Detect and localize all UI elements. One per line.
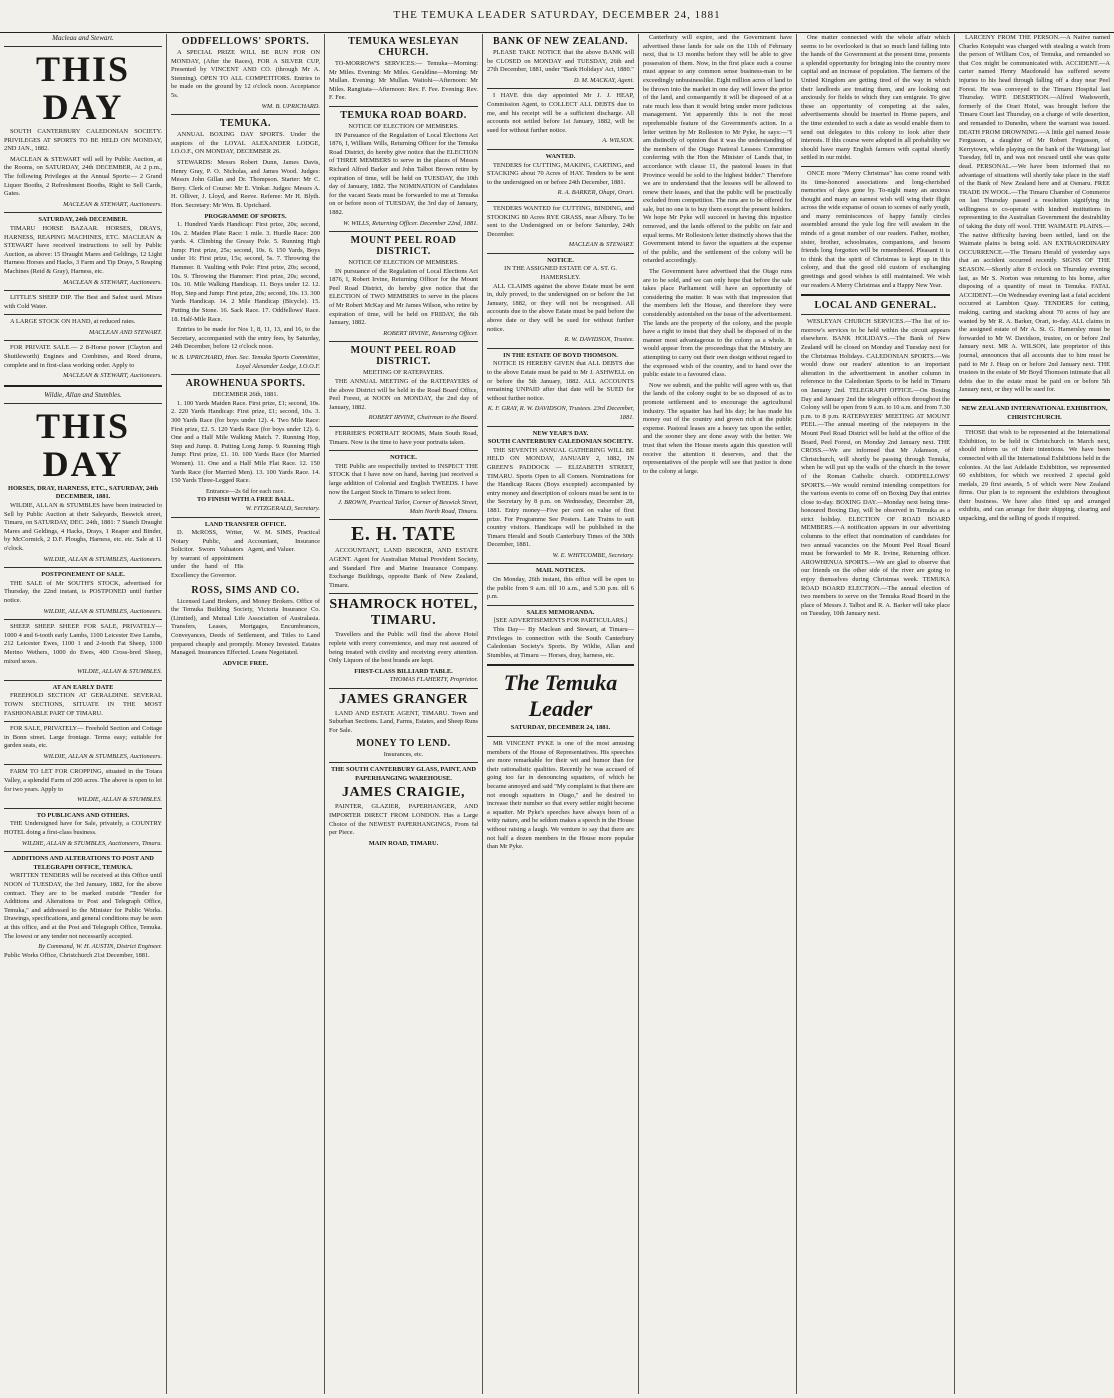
signature: D. M. MACKAY, Agent. (573, 76, 634, 84)
ad-heading: TEMUKA. (220, 118, 271, 130)
ad-note: FIRST-CLASS BILLIARD TABLE. (354, 667, 453, 675)
ad-heading: WANTED. (545, 152, 576, 160)
signature: MACLEAN AND STEWART. (89, 328, 162, 336)
signature: W. FITZGERALD, Secretary. (245, 504, 320, 512)
advertisement: STEWARDS: Messrs Robert Dunn, James Davis, Henry Gray, P. O. Nicholas, and James Wood. Judges: Messrs John Gillan and Dr. Thompson. Starter: Mr C. Berry. Clerk of Course: Mr E. Vinkar. Judges: Messrs A. H. Olliver, J. Lloyd, and Reeve. Referee: Mr H. Blyth. Hon. Secretary: Mr Wm. B. Uprichard. (171, 158, 320, 209)
ad-heading: BANK OF NEW ZEALAND. (492, 36, 628, 47)
signature: WILDIE, ALLAN & STUMBLES, Auctioneers. (43, 607, 162, 615)
programme: 1. Hundred Yards Handicap: First prize, 20s; second, 10s. 2. Maiden Plate Race: 1 mile. 3. Hurdle Race: 200 yards. 4. Climbing the Greasy Pole. 5. Running High Jump: First prize, 25s; second, 10s. 6. 150 Yards, Boys under 16: First prize, 15s; second, 5s. 7. Throwing the Hammer. 8. Vaulting with Pole: First prize, 20s; second, 10s. 9. Throwing the Hammer: First prize, 20s; second, 10s. 10. Mile Walking Handicap. 11. Boys under 12. 12. Hop, Step and Jump: First prize, 20s; second, 10s. 13. 300 Yards Handicap. 14. 2 Mile Handicap (Bicycle). 15. Putting the Stone. 16. Sack Race. 17. Oddfellows' Race. 18. Half-Mile Race. (171, 221, 320, 323)
ad-heading: SATURDAY, 24th DECEMBER. (38, 216, 128, 224)
advertisement: SOUTH CANTERBURY CALEDONIAN SOCIETY. PRIVILEGES AT SPORTS TO BE HELD ON MONDAY, 2ND JAN., 1882. (4, 128, 162, 153)
advertisement: Licensed Land Brokers, and Money Brokers. Office of the Temuka Building Society, Victoria Insurance Co. (Limited), and Mutual Life Association of Australasia. Transfers, Leases, Mortgages, Encumbrances, Conveyances, Deeds of Settlement, and Titles to Land prepared cheaply and promptly. Money Invested. Estates Managed. Insurances Effected. Loans Negotiated. (171, 597, 320, 657)
ad-heading: JAMES CRAIGIE, (342, 785, 465, 801)
signature: R. A. BARKER, Ohapi, Orari. (557, 189, 634, 197)
ad-heading: AROWHENUA SPORTS. (185, 378, 306, 390)
signature: WILDIE, ALLAN & STUMBLES. (77, 668, 162, 676)
advertisement: W. M. SIMS, Practical Accountant, Insurance Agent, and Valuer. (247, 529, 320, 554)
signature: MACLEAN & STEWART, Auctioneers. (63, 200, 162, 208)
advertisement: THE Undersigned have for Sale, privately, a COUNTRY HOTEL doing a first-class business. (4, 820, 162, 837)
signature: WILDIE, ALLAN & STUMBLES, Auctioneers, Timaru. (21, 839, 162, 847)
column-6 (796, 34, 954, 1394)
advertisement: THE ANNUAL MEETING of the RATEPAYERS of the above District will be held in the Road Board Office, Peel Forest, at NOON on MONDAY, the 2nd day of January, 1882. (329, 378, 478, 411)
editorial-article: Canterbury will expire, and the Government have advertised these lands for sale on the 11th of February next, that is 13 months before they will be able to give possession of them. Now, in the first place such a course must appear to any common sense business-man to be exceedingly unbusinesslike. Eight million acres of land to be thrown into the market in one day will lower the price of the land, and consequently it will be disposed of at a rate much less than it would bring under more judicious management. Yet apparently this is not the most reprehensible feature of the Government's action. In a letter written by Mr Rolleston to Mr Pyke, he says:—"I am distinctly of opinion that it was the understanding of the members of the Otago Pastoral Lessees Committee conferring with the Hon the Minister of Lands that, in accordance with clause 11, the pastoral leases in that Province would be sold to the highest bidder." Therefore we are to understand that the lessees will be allowed to renew their leases, and that the public will be practically excluded from competition. The runs are to be offered for sale, but no one is to buy them except the present holders. We hope Mr Pyke will succeed in having this injustice removed, and the lands offered to the public on fair and equal terms. Mr Rolleston's letter distinctly shows that the Government intend to favor the squatters at the expense of the public, and the settlement of the colony will be retarded accordingly. (643, 34, 792, 265)
advertisement: MACLEAN & STEWART will sell by Public Auction, at the Rooms, on SATURDAY, 24th DECEMBER, At 2 p.m., The following Privileges at the Annual Sports:— 2 Grand Liquor Booths, 2 Refreshment Booths, Right to Sell Cards, Gates. (4, 155, 162, 198)
column-1 (0, 34, 166, 1394)
advertisement: On Monday, 26th instant, this office will be open to the public from 9 a.m. till 10 a.m., and 5.30 p.m. till 6 p.m. (487, 576, 634, 601)
editorial-article: The Government have advertised that the Otago runs are to be sold, and we can only hope that before the sale takes place Parliament will have an opportunity of considering the matter. It was with that impression that the members left the House, and therefore they were considerably astonished on the issue of the advertisement. The lands are the property of the colony, and the people have a right to insist that they shall be disposed of in the manner most advantageous to the colony as a whole. It would appear from the proceedings that the Ministry are attempting to carry out their own design without regard to the expressed wish of the country, and to hand over the public estate to a favoured class. (643, 268, 792, 379)
editorial-article: MR VINCENT PYKE is one of the most amusing members of the House of Representatives. His speeches are more remarkable for their wit and humor than for their rationalistic qualities. Recently he was accused of going too far in denouncing squatters, of which he became annoyed and said "My complaint is that there are not enough squatters in Otago," and he desired to increase their number so that every settler might become a squatter. Mr Pyke's speeches have always been of a witty nature, and he seldom makes a speech in the House without raising a laugh. We venture to say that there are not half a dozen members in the House more popular than Mr Pyke. (487, 740, 634, 851)
ad-note: TO FINISH WITH A FREE BALL. (196, 496, 295, 504)
ad-subheading: IN THE ASSIGNED ESTATE OF A. ST. G. HAMERSLEY. (504, 265, 617, 282)
local-news: WESLEYAN CHURCH SERVICES.—The list of to-morrow's services to be held within the circuit appears elsewhere. BANK HOLIDAYS.—The Bank of New Zealand will be closed on Monday and Tuesday next for the Christmas Holidays. CALEDONIAN SPORTS.—We would draw our readers' attention to an important alteration in the advertisement in another column in reference to the Caledonian Sports to be held in Timaru on January 2nd. TELEGRAPH OFFICE.—On Boxing Day and January 2nd the telegraph offices throughout the Colony will be open from 9 a.m. to 10 a.m. and from 7.30 p.m. to 8 p.m. RATEPAYERS' MEETING AT MOUNT PEEL.—The annual meeting of the ratepayers in the Mount Peel Road District will be held at the office of the Board, Peel Forest, on Monday 2nd January next. THE CROSS.—We are informed that Mr Adamson, of Christchurch, will shortly be passing through Temuka, when he will put up the walls of the church in the tower of the Roman Catholic church. ODDFELLOWS' SPORTS.—We would remind intending competitors for the various events to come off on Boxing Day that entries close to-day. BOXING DAY.—Monday next being time-honoured Boxing Day, will be observed in Temuka as a strict holiday. ELECTION OF ROAD BOARD MEMBERS.—A notification appears in our advertising columns to the effect that nomination of candidates for two annual vacancies on the Mount Peel Road Board must be forwarded to Mr R. Irvine, Returning officer. AROWHENUA SPORTS.—We are glad to observe that our friends on the other side of the river are going to enjoy themselves during Christmas week. TEMUKA ROAD BOARD ELECTION.—The annual election of two members to serve on the Temuka Road Board in the place of Messrs J. Talbot and R. A. Barker will take place on Tuesday, 10th January next. (801, 318, 950, 618)
leader-date: SATURDAY, DECEMBER 24, 1881. (510, 724, 611, 732)
ad-note: Insurances, etc. (383, 750, 424, 758)
advertisement: I HAVE this day appointed Mr J. J. HEAP, Commission Agent, to COLLECT ALL DEBTS due to me, and his receipt will be a sufficient discharge. All accounts not settled before 1st January, 1882, will be sued for without further notice. (487, 92, 634, 134)
ad-subheading: [SEE ADVERTISEMENTS FOR PARTICULARS.] (493, 617, 628, 625)
ad-heading: NEW YEAR'S DAY. (532, 429, 589, 437)
ad-heading: TEMUKA ROAD BOARD. (340, 109, 467, 121)
advertisement: FOR PRIVATE SALE.— 2 8-Horse power (Clayton and Shuttleworth) Engines and Combines, and Reed drums, complete and in first-class working order. Apply to (4, 344, 162, 369)
signature: A. WILSON. (602, 137, 634, 145)
ad-heading: LAND TRANSFER OFFICE. (204, 520, 287, 528)
advertisement: D. McROSS, Writer, Notary Public, and Solicitor. Sworn Valuators by warrant of appointment under the hand of His Excellency the Governor. (171, 529, 244, 580)
advertisement: IN Pursuance of the Regulation of Local Elections Act 1876, I, William Wills, Returning Officer for the Temuka Road District, do hereby give notice that the ELECTION of THREE MEMBERS to serve in the places of Messrs Richard Alfred Barker and John Talbot Brown retire by expiration of time, will be held on TUESDAY, the 10th day of January, 1882. The NOMINATION of Candidates for the vacant Seats must be forwarded to me at Temuka on or before noon of TUESDAY, the 3rd day of January, 1882. (329, 131, 478, 216)
column-2 (166, 34, 324, 1394)
this-day-heading: THIS DAY (35, 405, 131, 484)
ad-heading: NOTICE. (547, 256, 574, 264)
advertisement: ANNUAL BOXING DAY SPORTS. Under the auspices of the LOYAL ALEXANDER LODGE, I.O.O.F., ON MONDAY, DECEMBER 26. (171, 131, 320, 156)
advertisement: TIMARU HORSE BAZAAR. HORSES, DRAYS, HARNESS, REAPING MACHINES, ETC. MACLEAN & STEWART have received instructions to sell by Public Auction, as above: 15 Draught Mares and Geldings, 12 Light Harness Horses and Hacks, 3 Farm and Tip Drays, 5 Reaping Machines (Reid & Gray), Harness, etc. (4, 224, 162, 275)
ad-heading: E. H. TATE (350, 523, 457, 546)
signature: WILDIE, ALLAN & STUMBLES. (77, 796, 162, 804)
this-day-heading: THIS DAY (35, 49, 131, 127)
ad-subheading: NOTICE OF ELECTION OF MEMBERS. (348, 259, 459, 267)
advertisement: NOTICE IS HEREBY GIVEN that ALL DEBTS due to the above Estate must be paid to Mr J. ASHWELL on or before the 5th January, 1882. ALL ACCOUNTS remaining UNPAID after that date will be SUED for without further notice. (487, 360, 634, 402)
column-3 (324, 34, 482, 1394)
signature: WM. B. UPRICHARD. (261, 102, 320, 110)
advertisement: PAINTER, GLAZIER, PAPERHANGER, AND IMPORTER DIRECT FROM LONDON. Has a Large Choice of the NEWEST PAPERHANGINGS, From 6d per Piece. (329, 803, 478, 837)
signature: MACLEAN & STEWART, Auctioneers. (63, 372, 162, 380)
signature: W. E. WHITCOMBE, Secretary. (552, 551, 634, 559)
ad-heading: ODDFELLOWS' SPORTS. (181, 36, 310, 47)
ad-heading: ADDITIONS AND ALTERATIONS TO POST AND TELEGRAPH OFFICE, TEMUKA. (12, 855, 154, 871)
signature: ROBERT IRVINE, Chairman to the Board. (368, 414, 478, 422)
advertisement: TENDERS WANTED for CUTTING, BINDING, and STOOKING 80 Acres RYE GRASS, near Albury. To be sent to the Undersigned on or before Saturday, 24th December. (487, 204, 634, 238)
advertisement: A LARGE STOCK ON HAND, at reduced rates. (10, 318, 136, 326)
signature: R. W. DAVIDSON, Trustee. (564, 336, 634, 344)
advertisement: IN pursuance of the Regulation of Local Elections Act 1876, I, Robert Irvine, Returning Officer for the Mount Peel Road District, do hereby give notice that the ELECTION of TWO MEMBERS to serve in the places of Mr Robert McKay and Mr James Wilson, who retire by expiration of time, will be held on FRIDAY, the 6th January, 1882. (329, 267, 478, 327)
advertisement: THE SALE of Mr SOUTH'S STOCK, advertised for Thursday, the 22nd instant, is POSTPONED until further notice. (4, 579, 162, 604)
editorial-article: One matter connected with the whole affair which seems to be overlooked is that so much land falling into the hands of the Government at the present time, presents a splendid opportunity for bringing into the country more capital and an increase of population. The farmers of the United Kingdom are getting tired of the way in which their landlords are treating them, and are looking out anxiously for fields to which they can emigrate. To give these an opportunity of competing at the sales, advertisements should be inserted in Home papers, and the time extended to such a date as would enable them to send out delegates to this colony to look after their interests. If this course were adopted in all probability we should have many English farmers with capital shortly settled in our midst. (801, 34, 950, 162)
firm-heading: Macleau and Stewart. (52, 34, 114, 42)
column-4 (482, 34, 638, 1394)
ad-heading: PROGRAMME OF SPORTS. (204, 212, 287, 220)
ad-subheading: MEETING OF RATEPAYERS. (362, 369, 445, 377)
ad-heading: MOUNT PEEL ROAD DISTRICT. (350, 235, 457, 258)
ad-heading: AT AN EARLY DATE (52, 683, 114, 691)
firm-heading: Wildie, Allan and Stumbles. (44, 390, 122, 399)
signature: By Command, W. H. AUSTIN, District Engineer. (38, 943, 162, 951)
ad-note: Entrance—2s 6d for each race. (206, 487, 285, 495)
advertisement: LITTLE'S SHEEP DIP. The Best and Safest used. Mixes with Cold Water. (4, 294, 162, 310)
advertisement: WRITTEN TENDERS will be received at this Office until NOON of TUESDAY, the 3rd January, 1882, for the above contract. They are to be marked outside "Tender for Additions and Alterations to Post and Telegraph Office, Temuka," and addressed to the Minister for Public Works. Drawings, specifications, and general conditions may be seen at this office, and at the Post and Telegraph Office, Temuka. The lowest or any tender not necessarily accepted. (4, 872, 162, 940)
ad-heading: HORSES, DRAY, HARNESS, ETC., SATURDAY, 24th DECEMBER, 1881. (7, 484, 159, 501)
advertisement: Travellers and the Public will find the above Hotel replete with every convenience, and may rest assured of being treated with civility and receiving every attention. Only Liquors of the best brands are kept. (329, 631, 478, 665)
advertisement: THE Public are respectfully invited to INSPECT THE STOCK that I have now on hand, having just received a large addition of Colonial and English TWEEDS. I have now the Largest Stock in Timaru to select from. (329, 462, 478, 496)
advertisement: LAND AND ESTATE AGENT, TIMARU. Town and Suburban Sections. Land, Farms, Estates, and Sheep Runs For Sale. (329, 709, 478, 735)
ad-heading: NOTICE. (390, 454, 417, 462)
ad-note: ADVICE FREE. (222, 659, 269, 667)
advertisement: WILDIE, ALLAN & STUMBLES have been instructed to Sell by Public Auction at their Saleyards, Beswick street, Timaru, on SATURDAY, DEC. 24th, 1881: 7 Stanch Draught Mares and Geldings, 4 Hacks, Drays, 1 Reaper and Binder, by McCormick, 2 D.F. Ploughs, Harness, etc. etc. Sale at 11 o'clock. (4, 502, 162, 552)
ad-heading: IN THE ESTATE OF BOYD THOMSON. (503, 351, 618, 359)
advertisement: ACCOUNTANT, LAND BROKER, AND ESTATE AGENT. Agent for Australian Mutual Provident Society, and Standard Fire and Marine Insurance Company. Exchange Buildings, opposite Bank of New Zealand, Timaru. (329, 547, 478, 589)
ad-subheading: NOTICE OF ELECTION OF MEMBERS. (348, 122, 459, 130)
editorial-article: Now we submit, and the public will agree with us, that the lands of the colony ought to be so disposed of as to promote settlement and to encourage the agricultural industry. The squatter has had his day; he has made his money out of the country and grown rich at the public expense. Pastoral leases are a heavy tax upon the settler, and the sooner they are done away with the better. We trust that when the House meets again this question will receive the attention it deserves, and that the representatives of the people will see that justice is done to the colony at large. (643, 381, 792, 475)
advertisement: TENDERS for CUTTING, MAKING, CARTING, and STACKING about 70 Acres of HAY. Tenders to be sent to the undersigned on or before 24th December, 1881. (487, 161, 634, 186)
ad-heading: SALES MEMORANDA. (526, 608, 595, 616)
ad-heading: POSTPONEMENT OF SALE. (41, 571, 125, 579)
advertisement: FERRIER'S PORTRAIT ROOMS, Main South Road, Timaru. Now is the time to have your portraits taken. (329, 430, 478, 446)
programme: 1. 100 Yards Maiden Race. First prize, £1; second, 10s. 2. 220 Yards Handicap: First prize, £1; second, 10s. 3. 300 Yards Race (for boys under 12). 4. Two Mile Race: First prize, £2. 5. 120 Yards Race (for boys under 12). 6. One and a Half Mile Walking Match. 7. Running Hop, Step and Jump. 8. Putting Long Jump. 9. Running High Jump: First prize, £1. 10. 100 Yards Race (for Married Women). 11. One and a Half Mile Flat Race. 12. 150 Yards Race (for Married Men). 13. 100 Yards Race. 14. 150 Yards Three-Legged Race. (171, 399, 320, 485)
ad-heading: THE SOUTH CANTERBURY GLASS, PAINT, AND PAPERHANGING WAREHOUSE. (330, 766, 477, 782)
programme-note: Entries to be made for Nos 1, 8, 11, 13, and 16, to the Secretary, accompanied with the entry fees, by Saturday, 24th December, before 12 o'clock noon. (171, 326, 320, 351)
ad-heading: ROSS, SIMS AND CO. (191, 584, 300, 596)
advertisement: A SPECIAL PRIZE WILL BE RUN FOR ON MONDAY, (After the Races), FOR A SILVER CUP, Presented by VINCENT AND CO. (through Mr A. Stenning). OPEN TO ALL COMPETITORS. Entries to be made on the ground by 12 o'clock noon. Acceptance 5s. (171, 49, 320, 99)
signature: WILDIE, ALLAN & STUMBLES, Auctioneers. (43, 752, 162, 760)
signature: MACLEAN & STEWART. (568, 241, 634, 249)
advertisement: TO-MORROW'S SERVICES:— Temuka—Morning: Mr Miles. Evening: Mr Miles. Geraldine—Morning: Mr Mullan. Evening: Mr Mullan. Waitohi—Afternoon: Mr Miles. Rangitata—Afternoon: Rev. F. Fee. Evening: Rev. F. Fee. (329, 60, 478, 102)
column-7 (954, 34, 1114, 1394)
advertisement: FOR SALE, PRIVATELY— Freehold Section and Cottage in Bonn street. Large frontage. Terms easy; suitable for garden seats, etc. (4, 725, 162, 750)
signature: K. F. GRAY, R. W. DAVIDSON, Trustees. 23rd December, 1881. (487, 405, 634, 421)
advertisement: This Day— By Maclean and Stewart, at Timaru— Privileges in connection with the South Canterbury Caledonian Society's Sports. By Wildie, Allan and Stumbles, at Timaru — Horses, dray, harness, etc. (487, 626, 634, 659)
advertisement: THOSE that wish to be represented at the International Exhibition, to be held in Christchurch in March next, should inform us of their intentions. We have been connected with all the International Exhibitions held in the colonies. At the last Adelaide Exhibition, we represented 60 exhibitors, for which we received 2 special gold medals, 29 first awards, 5 of which were New Zealand firms. Our plan is to represent the exhibitors throughout their business. We have also fitted up and arranged exhibits, and can arrange for their shipping, clearing and unpacking, and the selling of goods if required. (959, 429, 1110, 523)
advertisement: THE SEVENTH ANNUAL GATHERING WILL BE HELD ON MONDAY, JANUARY 2, 1882, IN GREEN'S PADDOCK — ELIZABETH STREET, TIMARU. Sports Open to all Comers. Nominations for the Handicap Races (Boys excepted) accompanied by entry money and description of colours must be sent in to the Secretary by 8 p.m. on Wednesday, December 28, 1881. Entry money—Five per cent on value of first prize. For Programme See Posters. Late Trains to suit country visitors. Handicaps will be published in the Timaru Herald and South Canterbury Times of the 30th December, 1881. (487, 446, 634, 549)
ad-heading: TO PUBLICANS AND OTHERS. (36, 811, 130, 819)
advertisement: FREEHOLD SECTION AT GERALDINE. SEVERAL TOWN SECTIONS, SITUATE IN THE MOST FASHIONABLE PART OF TIMARU. (4, 692, 162, 717)
advertisement: FARM TO LET FOR CROPPING, situated in the Totara Valley, a splendid Farm of 200 acres. The above is open to let for two years. Apply to (4, 768, 162, 793)
ad-heading: SHAMROCK HOTEL, TIMARU. (329, 597, 478, 629)
signature: W. WILLS, Returning Officer. December 22nd, 1881. (343, 219, 478, 227)
advertisement: SHEEP. SHEEP. SHEEP. FOR SALE, PRIVATELY— 1000 4 and 6-tooth early Lambs, 1100 Leicester Ewe Lambs, 212 Leicester Ewes, 1100 1 and 2-tooth Fat Sheep, 1100 Merino Wethers, 1000 do Ewes, 400 Cross-bred Sheep, mixed sexes. (4, 623, 162, 665)
ad-note: MAIN ROAD, TIMARU. (368, 839, 439, 847)
signature: MACLEAN & STEWART, Auctioneers. (63, 278, 162, 286)
signature: THOMAS FLAHERTY, Proprietor. (389, 676, 478, 684)
ad-note: MONEY TO LEND. (356, 737, 451, 749)
signature: W. B. UPRICHARD, Hon. Sec. Temuka Sports Committee, Loyal Alexander Lodge, I.O.O.F. (171, 354, 320, 370)
ad-heading: TEMUKA WESLEYAN CHURCH. (348, 36, 459, 58)
ad-subheading: SOUTH CANTERBURY CALEDONIAN SOCIETY. (487, 438, 634, 446)
signature: ROBERT IRVINE, Returning Officer. (383, 329, 478, 337)
section-heading: LOCAL AND GENERAL. (814, 300, 937, 312)
advertisement: PLEASE TAKE NOTICE that the above BANK will be CLOSED on MONDAY and TUESDAY, 26th and 27th December, 1881, under "Bank Holidays' Act, 1880." (487, 49, 634, 74)
ad-heading: JAMES GRANGER (338, 691, 468, 707)
ad-subheading: DECEMBER 26th, 1881. (212, 391, 279, 399)
advertisement: ALL CLAIMS against the above Estate must be sent in, duly proved, to the undersigned on or before the 1st January, 1882, or they will not be recognised. All accounts due to the above Estate must be paid before the above date or they will be sued for without further notice. (487, 282, 634, 333)
signature: WILDIE, ALLAN & STUMBLES, Auctioneers. (43, 555, 162, 563)
signature: J. BROWN, Practical Tailor, Corner of Beswick Street, Main North Road, Timaru. (338, 499, 478, 515)
ad-heading: MOUNT PEEL ROAD DISTRICT. (350, 345, 457, 368)
ad-heading: MAIL NOTICES. (535, 567, 585, 575)
local-news: LARCENY FROM THE PERSON.—A Native named Charles Kotepahi was charged with stealing a watch from the person of William Cox, of Temuka, and remanded so that Cox might be communicated with. ACCIDENT.—A carter named Henry Macdonald has suffered severe injuries to his head through falling off a dray near Peel Forest. He was conveyed to the Timaru Hospital last Thursday. WIFE DESERTION.—Alfred Wadsworth, formerly of the Orari Hotel, was brought before the Timaru Court last Thursday, on a charge of wife desertion, and remanded to Dunedin, where the warrant was issued. DEATH FROM DROWNING.—A little girl named Jessie Fergusson, a daughter of Mr Robert Fergusson, of Kerrytown, while playing on the bank of the Waitangi last Tuesday, fell in, and was not rescued until she was quite dead. PERSONAL.—We have been informed that no advantage of situations will shortly take place in the staff of the Bank of New Zealand here and at Osmaru. FREE TRADE IN WOOL.—The Timaru Chamber of Commerce on last Thursday passed a resolution signifying its willingness to co-operate with kindred institutions in representing to the Australian Government the desirability of taking the duty off wool. THE WAIMATE PLAINS.—The native difficulty having been settled, land on the Waimate plains is being sold. AN EXTRAORDINARY OCCURRENCE.—The Timaru Herald of yesterday says that an accident occurred recently. SIGNS OF THE SEASON.—Shortly after 8 o'clock on Thursday evening last, as Mr S. Norton was returning to his home, after disposing of a quantity of meat in Temuka. FATAL ACCIDENT.—On Wednesday evening last a fatal accident occurred at Lambton Quay. TENDERS for cutting, making, carting and stacking about 70 acres of hay are wanted by Mr R. A. Barker, Orari, to-day. ALL claims in the assigned estate of Mr A. St. G. Hamersley must be forwarded to Mr W. Davidson, trustee, on or before 2nd January next. MR A. WILSON, late proprietor of this journal, announces that all accounts due to him must be paid to Mr J. Heap on or before 2nd January next. THE trustees in the estate of Mr Boyd Thomson intimate that all debts due to the estate must be paid on or before 5th January next, or they will be sued for. (959, 34, 1110, 394)
christmas-article: ONCE more "Merry Christmas" has come round with its time-honored associations and long-cherished memories of days gone by. To-night many an anxious thought and many an earnest wish will wing their flight across the wide expanse of ocean to scenes of early youth, and many reminiscences of happy family circles assembled around the yule log fire will awaken in the minds of a great number of our readers. Father, mother, sister, brother, schoolmates, companions, and bosom friends long forgotten will be remembered. Pleasant it is to think that the spirit of Christmas is kept up in this colony, and that the good old custom of exchanging greetings and good wishes is still maintained. We wish our readers A Merry Christmas and a Happy New Year. (801, 169, 950, 289)
ad-footer: Public Works Office, Christchurch 21st December, 1881. (4, 951, 150, 959)
section-heading: NEW ZEALAND INTERNATIONAL EXHIBITION, CHRISTCHURCH. (961, 404, 1108, 421)
newspaper-title: The Temuka Leader (503, 670, 618, 722)
page-header: THE TEMUKA LEADER SATURDAY, DECEMBER 24, 1881 (0, 0, 1114, 33)
column-5 (638, 34, 796, 1394)
